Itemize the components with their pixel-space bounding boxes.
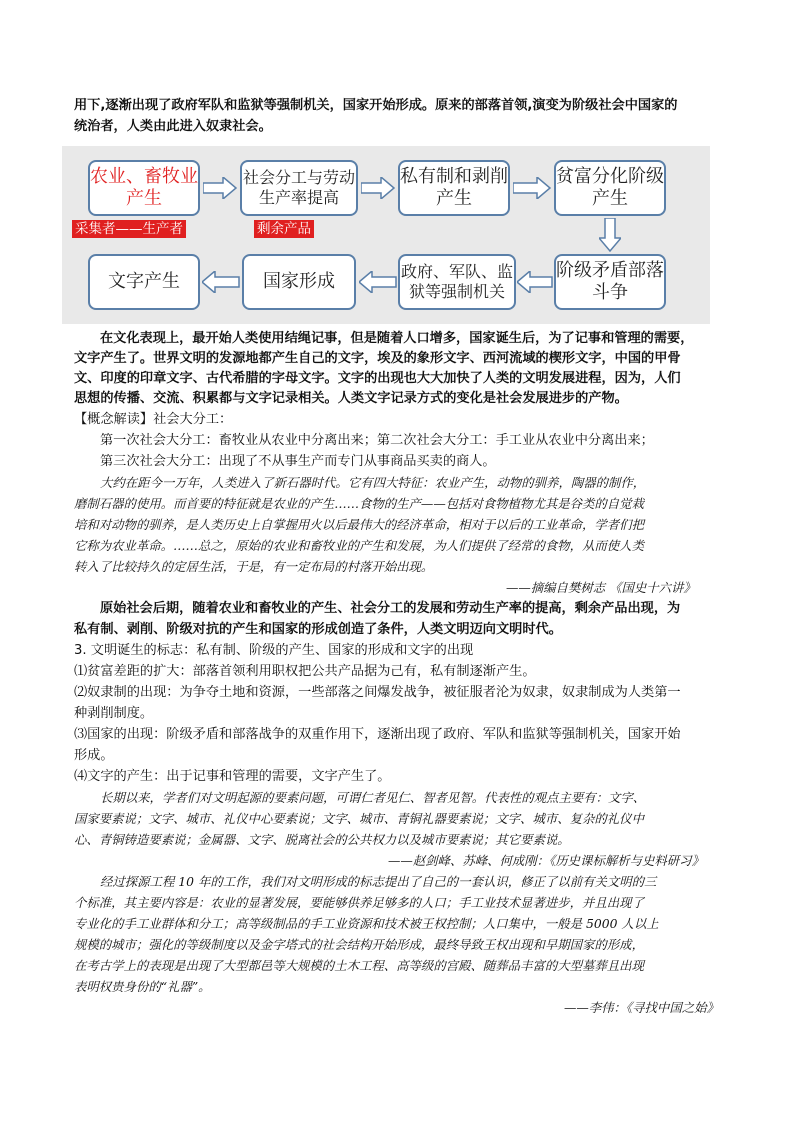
quote3-line-1: 经过探源工程 10 年的工作，我们对文明形成的标志提出了自己的一套认识，修正了以前有关文明的三	[100, 874, 657, 889]
quote3-line-4: 规模的城市；强化的等级制度以及金字塔式的社会结构开始形成，最终导致王权出现和早期国家的形成，	[74, 937, 644, 952]
signs-item-2-line-2: 种剥削制度。	[74, 706, 154, 721]
intro-line-1: 用下,逐渐出现了政府军队和监狱等强制机关，国家开始形成。原来的部落首领,演变为阶级社会中国家的	[74, 98, 678, 113]
right-arrow-icon	[361, 177, 395, 199]
quote3-line-6: 表明权贵身份的“礼器”。	[74, 979, 211, 994]
quote2-line-1: 长期以来，学者们对文明起源的要素问题，可谓仁者见仁、智者见智。代表性的观点主要有：文字、	[100, 790, 646, 805]
quote3-line-3: 专业化的手工业群体和分工；高等级制品的手工业资源和技术被王权控制；人口集中，一般是 5000 人以上	[74, 916, 659, 931]
culture-line-1: 在文化表现上，最开始人类使用结绳记事，但是随着人口增多，国家诞生后，为了记事和管理的需要，	[100, 331, 694, 346]
box-class-conflict: 阶级矛盾部落斗争	[554, 254, 666, 310]
tag-surplus-product: 剩余产品	[254, 220, 314, 238]
left-arrow-icon	[202, 271, 240, 293]
quote2-line-2: 国家要素说；文字、城市、礼仪中心要素说；文字、城市、青铜礼器要素说；文字、城市、复杂的礼仪中	[74, 811, 644, 826]
box-social-division: 社会分工与劳动生产率提高	[240, 160, 358, 216]
box-coercive-organs: 政府、军队、监狱等强制机关	[398, 254, 516, 310]
signs-item-3-line-2: 形成。	[74, 748, 114, 763]
signs-item-2-line-1: ⑵奴隶制的出现：为争夺土地和资源，一些部落之间爆发战争，被征服者沦为奴隶，奴隶制成为人类第一	[74, 685, 681, 700]
quote2-line-3: 心、青铜铸造要素说；金属器、文字、脱离社会的公共权力以及城市要素说；其它要素说。	[74, 832, 570, 847]
culture-line-3: 文、印度的印章文字、古代希腊的字母文字。文字的出现也大大加快了人类的文明发展进程，因为，人们	[74, 371, 681, 386]
left-arrow-icon	[517, 271, 553, 293]
quote1-line-5: 转入了比较持久的定居生活，于是，有一定布局的村落开始出现。	[74, 559, 434, 574]
quote1-line-2: 磨制石器的使用。而首要的特征就是农业的产生……食物的生产——包括对食物植物尤其是谷类的自觉栽	[74, 496, 644, 511]
quote1-line-1: 大约在距今一万年，人类进入了新石器时代。它有四大特征：农业产生，动物的驯养，陶器的制作，	[100, 475, 646, 490]
right-arrow-icon	[513, 177, 551, 199]
signs-item-1: ⑴贫富差距的扩大：部落首领利用职权把公共产品据为己有，私有制逐渐产生。	[74, 664, 536, 679]
box-wealth-gap: 贫富分化阶级产生	[554, 160, 666, 216]
signs-item-4: ⑷文字的产生：出于记事和管理的需要，文字产生了。	[74, 769, 391, 784]
box-private-ownership: 私有制和剥削产生	[398, 160, 510, 216]
culture-line-2: 文字产生了。世界文明的发源地都产生自己的文字，埃及的象形文字、西河流域的楔形文字，中国的甲骨	[74, 351, 681, 366]
quote1-source: ——摘编自樊树志 《国史十六讲》	[506, 580, 696, 595]
concept-heading: 【概念解读】社会大分工：	[74, 412, 233, 427]
concept-line-2: 第三次社会大分工：出现了不从事生产而专门从事商品买卖的商人。	[100, 454, 496, 469]
quote3-source: ——李伟：《寻找中国之始》	[564, 1000, 719, 1015]
civilization-flow-diagram	[62, 146, 710, 324]
quote1-line-3: 培和对动物的驯养，是人类历史上自掌握用火以后最伟大的经济革命，相对于以后的工业革命，学者们把	[74, 517, 644, 532]
box-agriculture: 农业、畜牧业产生	[88, 160, 200, 216]
tag-gatherer-producer: 采集者——生产者	[72, 220, 186, 238]
signs-heading: 3. 文明诞生的标志：私有制、阶级的产生、国家的形成和文字的出现	[74, 643, 474, 658]
left-arrow-icon	[359, 271, 397, 293]
summary-line-1: 原始社会后期，随着农业和畜牧业的产生、社会分工的发展和劳动生产率的提高，剩余产品出现，为	[100, 601, 681, 616]
quote3-line-5: 在考古学上的表现是出现了大型都邑等大规模的土木工程、高等级的宫殿、随葬品丰富的大型墓葬且出现	[74, 958, 644, 973]
box-writing: 文字产生	[88, 254, 200, 310]
quote3-line-2: 个标准，其主要内容是：农业的显著发展，要能够供养足够多的人口；手工业技术显著进步，并且出现了	[74, 895, 644, 910]
right-arrow-icon	[203, 177, 237, 199]
down-arrow-icon	[599, 218, 621, 252]
quote2-source: ——赵剑峰、苏峰、何成刚：《历史课标解析与史料研习》	[388, 853, 704, 868]
intro-line-2: 统治者，人类由此进入奴隶社会。	[74, 119, 272, 134]
concept-line-1: 第一次社会大分工：畜牧业从农业中分离出来；第二次社会大分工：手工业从农业中分离出来；	[100, 433, 654, 448]
signs-item-3-line-1: ⑶国家的出现：阶级矛盾和部落战争的双重作用下，逐渐出现了政府、军队和监狱等强制机关，国家开始	[74, 727, 681, 742]
box-state-formation: 国家形成	[242, 254, 356, 310]
quote1-line-4: 它称为农业革命。……总之，原始的农业和畜牧业的产生和发展，为人们提供了经常的食物，从而使人类	[74, 538, 644, 553]
culture-line-4: 思想的传播、交流、积累都与文字记录相关。人类文字记录方式的变化是社会发展进步的产物。	[74, 391, 628, 406]
summary-line-2: 私有制、剥削、阶级对抗的产生和国家的形成创造了条件，人类文明迈向文明时代。	[74, 622, 562, 637]
